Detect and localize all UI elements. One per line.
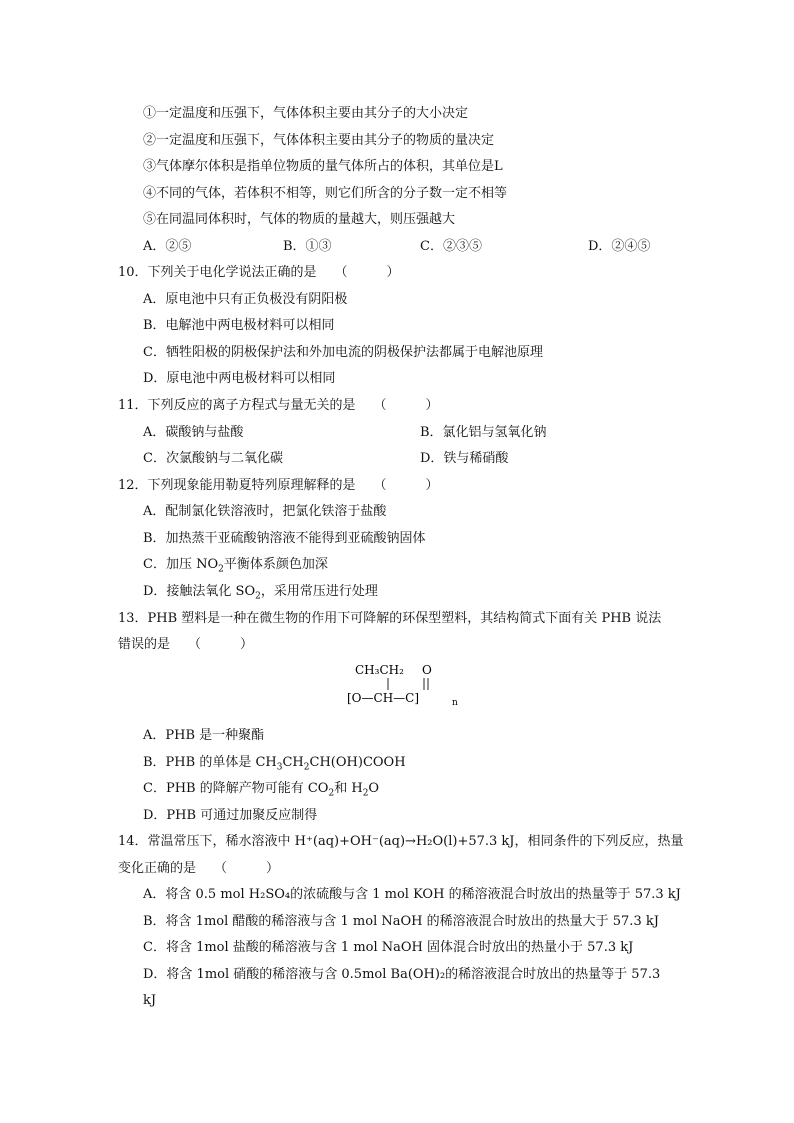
q14-answer-paren: （ ）: [214, 861, 280, 876]
q12-option-b: B．加热蒸干亚硫酸钠溶液不能得到亚硫酸钠固体: [143, 531, 426, 546]
q9-statement-4: ④不同的气体，若体积不相等，则它们所含的分子数一定不相等: [143, 186, 508, 201]
q13-option-b-mid: CH: [282, 755, 304, 770]
q9-option-b: B．①③: [283, 239, 332, 254]
q11-option-b: B．氯化铝与氢氧化钠: [420, 425, 547, 440]
q14-stem-line2: [118, 860, 279, 878]
q12-option-c-pre: C．加压 NO: [143, 557, 219, 572]
q11-stem-text: 11．下列反应的离子方程式与量无关的是: [118, 398, 356, 413]
q14-option-b: B．将含 1mol 醋酸的稀溶液与含 1 mol NaOH 的稀溶液混合时放出的热量大于 57.3 kJ: [143, 914, 659, 929]
q10-answer-paren: （ ）: [334, 265, 400, 280]
q10-option-d: D．原电池中两电极材料可以相同: [143, 371, 336, 386]
q9-option-a: A．②⑤: [143, 239, 192, 254]
q13-option-b-pre: B．PHB 的单体是 CH: [143, 755, 277, 770]
q13-option-c: [143, 780, 379, 803]
q11-option-d: D．铁与稀硝酸: [420, 451, 509, 466]
q12-answer-paren: （ ）: [373, 478, 439, 493]
q10-option-c: C．牺牲阳极的阴极保护法和外加电流的阴极保护法都属于电解池原理: [143, 345, 543, 360]
formula-carbonyl-oxygen: O: [422, 663, 432, 677]
q12-option-d: [143, 583, 378, 606]
q14-option-d-line1: D．将含 1mol 硝酸的稀溶液与含 0.5mol Ba(OH)₂的稀溶液混合时放出的热量等于 57.3: [143, 967, 661, 982]
q9-option-c: C．②③⑤: [420, 239, 482, 254]
q13-option-b: [143, 754, 406, 777]
q12-option-a: A．配制氯化铁溶液时，把氯化铁溶于盐酸: [143, 504, 387, 519]
formula-subscript-n: n: [452, 698, 458, 708]
q14-option-d-line2: kJ: [143, 993, 157, 1008]
q12-option-d-post: ，采用常压进行处理: [260, 584, 378, 599]
formula-ethyl-group: CH₃CH₂: [355, 663, 404, 677]
q12-option-c-sub: 2: [218, 564, 224, 575]
q13-option-c-post: O: [368, 781, 380, 796]
q12-option-c: [143, 556, 328, 579]
q11-option-a: A．碳酸钠与盐酸: [143, 425, 244, 440]
q11-answer-paren: （ ）: [373, 398, 439, 413]
q13-option-c-mid: 和 H: [334, 781, 363, 796]
q13-option-b-post: CH(OH)COOH: [309, 755, 406, 770]
q12-stem: [118, 477, 439, 495]
q12-stem-text: 12．下列现象能用勒夏特列原理解释的是: [118, 478, 356, 493]
q13-answer-paren: （ ）: [188, 637, 254, 652]
q9-statement-1: ①一定温度和压强下，气体体积主要由其分子的大小决定: [143, 106, 469, 121]
q13-option-c-sub1: 2: [328, 788, 335, 799]
q9-option-d: D．②④⑤: [588, 239, 651, 254]
q13-stem-line2-text: 错误的是: [118, 637, 171, 652]
q10-option-a: A．原电池中只有正负极没有阴阳极: [143, 292, 348, 307]
q13-stem-line2: [118, 636, 253, 654]
q13-stem-line1: 13．PHB 塑料是一种在微生物的作用下可降解的环保型塑料，其结构简式下面有关 PHB 说法: [118, 611, 662, 626]
phb-structure-formula: [345, 660, 465, 708]
q13-option-c-pre: C．PHB 的降解产物可能有 CO: [143, 781, 329, 796]
q13-option-a: A．PHB 是一种聚酯: [143, 728, 265, 743]
q14-stem-line2-text: 变化正确的是: [118, 861, 197, 876]
q14-option-a: A．将含 0.5 mol H₂SO₄的浓硫酸与含 1 mol KOH 的稀溶液混合时放出的热量等于 57.3 kJ: [143, 887, 681, 902]
q10-option-b: B．电解池中两电极材料可以相同: [143, 318, 335, 333]
q9-statement-5: ⑤在同温同体积时，气体的物质的量越大，则压强越大: [143, 212, 456, 227]
formula-backbone: [O—CH—C]: [347, 691, 420, 705]
q12-option-d-sub: 2: [255, 591, 261, 602]
q11-stem: [118, 397, 439, 415]
q13-option-b-sub2: 2: [303, 762, 310, 773]
q12-option-c-post: 平衡体系颜色加深: [223, 557, 328, 572]
q14-stem-line1: 14．常温常压下，稀水溶液中 H⁺(aq)+OH⁻(aq)→H₂O(l)+57.3 kJ，相同条件的下列反应，热量: [118, 834, 684, 849]
q14-option-c: C．将含 1mol 盐酸的稀溶液与含 1 mol NaOH 固体混合时放出的热量小于 57.3 kJ: [143, 940, 634, 955]
q13-option-b-sub1: 3: [276, 762, 283, 773]
q11-option-c: C．次氯酸钠与二氧化碳: [143, 451, 283, 466]
q10-stem: [118, 264, 400, 282]
q9-statement-2: ②一定温度和压强下，气体体积主要由其分子的物质的量决定: [143, 133, 495, 148]
q10-stem-text: 10．下列关于电化学说法正确的是: [118, 265, 317, 280]
q13-option-c-sub2: 2: [362, 788, 369, 799]
q13-option-d: D．PHB 可通过加聚反应制得: [143, 808, 318, 823]
q12-option-d-pre: D．接触法氧化 SO: [143, 584, 256, 599]
q9-statement-3: ③气体摩尔体积是指单位物质的量气体所占的体积，其单位是L: [143, 159, 503, 174]
